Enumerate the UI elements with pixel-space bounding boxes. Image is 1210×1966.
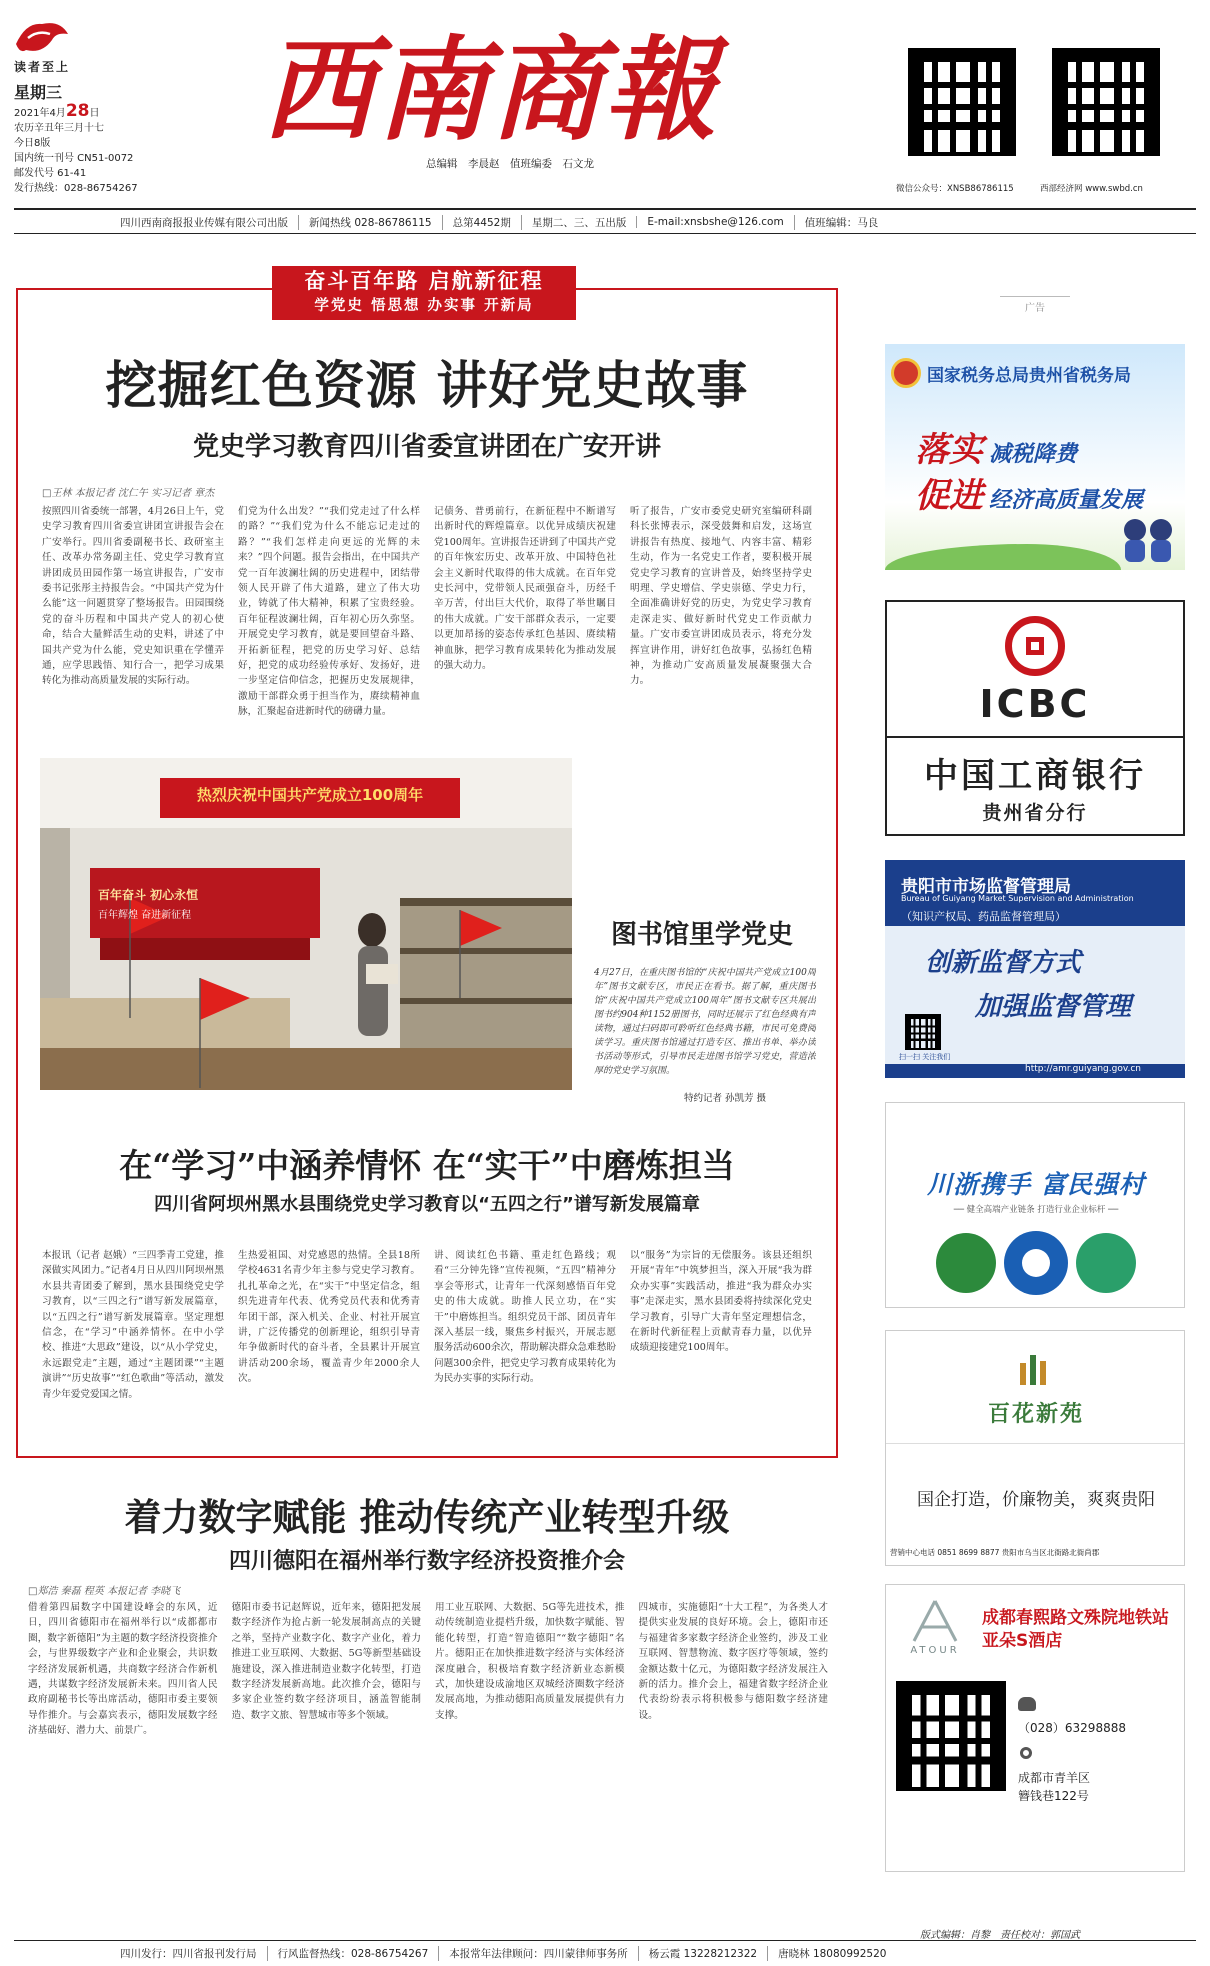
wechat-caption: 微信公众号：XNSB86786115 xyxy=(896,184,1014,194)
footer-item-2: 本报常年法律顾问：四川蒙律师事务所 xyxy=(438,1946,638,1961)
zj-title: 川浙携手 富民强村 xyxy=(927,1170,1145,1199)
article3-subtitle: 四川德阳在福州举行数字经济投资推介会 xyxy=(228,1548,625,1574)
amr-qr-label: 扫一扫 关注我们 xyxy=(899,1053,951,1061)
footer-item-4: 唐晓林 18080992520 xyxy=(767,1946,896,1961)
article-column: 四城市，实施德阳“十大工程”，为各类人才提供实业发展的良好环境。会上，德阳市还与福建省多家数字经济企业签约，涉及工业互联网、智慧物流、数字医疗等领域，签约金额达数十亿元，为德阳数字经济发展注入新的活力。推介会上，福建省数字经济企业代表纷纷表示将积极参与德阳数字经济建设。 xyxy=(638,1602,828,1721)
footer-item-0: 四川发行：四川省报刊发行局 xyxy=(120,1947,257,1960)
footer-rule xyxy=(14,1940,1196,1941)
amr-cn: 贵阳市市场监督管理局 xyxy=(901,877,1071,897)
icbc-ad xyxy=(885,600,1185,836)
phone-icon xyxy=(1018,1697,1036,1711)
photo-board2: 百年辉煌 奋进新征程 xyxy=(98,910,192,921)
tax-grass xyxy=(885,544,1121,570)
newspaper-logo: 西南商報 xyxy=(262,25,718,156)
article2-title: 在“学习”中涵养情怀 在“实干”中磨炼担当 xyxy=(119,1146,735,1185)
zj-diagram-icon xyxy=(926,1219,1146,1307)
library-photo xyxy=(40,758,572,1090)
info-item-1: 新闻热线 028-86786115 xyxy=(298,215,442,230)
article-column: 按照四川省委统一部署，4月26日上午，党史学习教育四川省委宣讲团宣讲报告会在广安举行。四川省委副秘书长、政研室主任、改革办常务副主任、党史学习教育宣讲团成员田园作第一场宣讲报告，广安市委书记张彤主持报告会。“中国共产党为什么能”这一问题贯穿了整场报告。田园围绕党的奋斗历程和中国共产党人的初心使命，结合大量鲜活生动的史料，讲述了中国共产党为什么能，党史知识重在学懂弄通，应学思践悟、知行合一，把学习成果转化为推动高质量发展的实际行动。 xyxy=(42,506,224,687)
article2-body xyxy=(42,1248,812,1444)
editors-line: 总编辑 李晨赵 值班编委 石文龙 xyxy=(426,158,594,170)
info-strip-bottom-rule xyxy=(14,233,1196,234)
location-icon xyxy=(1020,1747,1032,1759)
amr-qr xyxy=(905,1014,941,1050)
photo-banner-text: 热烈庆祝中国共产党成立100周年 xyxy=(196,786,424,804)
article2-subtitle: 四川省阿坝州黑水县围绕党史学习教育以“五四之行”谱写新发展篇章 xyxy=(154,1194,700,1215)
footer-item-3: 杨云霞 13228212322 xyxy=(638,1946,767,1961)
tax-line2: 促进 经济高质量发展 xyxy=(915,476,1144,516)
article3-byline: □郑浩 秦磊 程英 本报记者 李晓飞 xyxy=(28,1586,181,1597)
layout-editors: 版式编辑：肖黎 责任校对：郭国武 xyxy=(920,1930,1080,1941)
cn-number: 国内统一刊号 CN51-0072 xyxy=(14,153,134,164)
info-item-2: 总第4452期 xyxy=(442,215,521,230)
hotline: 发行热线：028-86754267 xyxy=(14,183,138,194)
info-item-4: E-mail:xnsbshe@126.com xyxy=(636,216,793,228)
atour-brand: ATOUR xyxy=(910,1645,960,1656)
info-item-5: 值班编辑：马良 xyxy=(794,215,889,230)
article-column: 讲、阅读红色书籍、重走红色路线；观看“三分钟先锋”宣传视频，“五四”精神分享会等形式，让青年一代深刻感悟百年党史的伟大成就。助推人民立功，在“实干”中磨炼担当。组织党员干部、团员青年深入基层一线，聚焦乡村振兴，开展志愿服务活动600余次，帮助解决群众急难愁盼问题300余件，把党史学习教育成果转化为为民办实事的实际行动。 xyxy=(434,1250,616,1385)
feature-banner xyxy=(272,266,576,320)
atour-ad xyxy=(885,1584,1185,1872)
ad-label: 广告 xyxy=(1000,296,1070,314)
date-block xyxy=(14,82,194,196)
page-count: 今日8版 xyxy=(14,138,51,149)
baihua-phone: 营销中心电话 0851 8699 8877 贵阳市乌当区北衙路北衙尚郡 xyxy=(890,1548,1100,1557)
tax-org: 国家税务总局贵州省税务局 xyxy=(891,358,1131,388)
photo-credit: 特约记者 孙凯芳 摄 xyxy=(684,1093,767,1104)
article1-body xyxy=(42,504,812,736)
post-code: 邮发代号 61-41 xyxy=(14,168,87,179)
amr-ad xyxy=(885,860,1185,1078)
amr-slogan2: 加强监督管理 xyxy=(975,992,1132,1022)
article-column: 听了报告，广安市委党史研究室编研科副科长张博表示，深受鼓舞和启发，这场宣讲报告有热度、接地气、内容丰富、精彩生动，作为一名党史工作者，要积极开展党史学习教育的宣讲普及，始终坚持学史明理、学史增信、学史崇德、学史力行，全面准确讲好党的历史，为党史学习教育走深走实、做好新时代党史工作贡献力量。广安市委宣讲团成员表示，将充分发挥宣讲作用，讲好红色故事，弘扬红色精神，为推动广安高质量发展凝聚强大合力。 xyxy=(630,506,812,687)
atour-phone: （028）63298888 xyxy=(1018,1721,1126,1735)
baihua-ad xyxy=(885,1330,1185,1566)
weekday: 星期三 xyxy=(14,83,63,102)
slogan-logo xyxy=(12,14,74,64)
atour-name: 成都春熙路文殊院地铁站亚朵S酒店 xyxy=(982,1608,1169,1651)
article1-title: 挖掘红色资源 讲好党史故事 xyxy=(105,357,749,416)
icbc-logo-icon xyxy=(1005,616,1065,676)
article1-byline: □王林 本报记者 沈仁午 实习记者 章杰 xyxy=(42,488,215,499)
info-strip xyxy=(120,213,1200,231)
tax-emblem-icon xyxy=(891,358,921,388)
atour-addr: 成都市青羊区 簪钱巷122号 xyxy=(1018,1771,1091,1803)
baihua-logo-icon xyxy=(1014,1349,1054,1389)
atour-qr xyxy=(896,1681,1006,1791)
wechat-qr xyxy=(908,48,1016,156)
footer-strip xyxy=(120,1944,1200,1962)
article3-body xyxy=(28,1600,828,1918)
article-column: 德阳市委书记赵辉说，近年来，德阳把发展数字经济作为抢占新一轮发展制高点的关键之举，坚持产业数字化、数字产业化，着力推进工业互联网、大数据、5G等新型基础设施建设，深入推进制造业数字化转型，打造数字经济发展新高地。此次推介会，德阳与多家企业签约数字经济项目，涵盖智能制造、数字文旅、智慧城市等多个领域。 xyxy=(231,1602,421,1721)
icbc-en: ICBC xyxy=(979,682,1091,726)
icbc-cn: 中国工商银行 xyxy=(924,756,1146,796)
info-strip-top-rule xyxy=(14,208,1196,210)
zj-sub: ── 健全高端产业链条 打造行业企业标杆 ── xyxy=(953,1205,1119,1215)
zhejiang-ad xyxy=(885,1102,1185,1308)
footer-item-1: 行风监督热线：028-86754267 xyxy=(267,1946,439,1961)
photo-caption: 4月27日，在重庆图书馆的“庆祝中国共产党成立100周年”图书文献专区，市民正在看书。据了解，重庆图书馆“庆祝中国共产党成立100周年”图书文献专区共展出图书约904种1152册图书，同时还展示了红色经典有声读物，通过扫码即可聆听红色经典书籍，市民可免费阅读学习。重庆图书馆通过打造专区、推出书单、举办读书活动等形式，引导市民走进图书馆学习党史，营造浓厚的党史学习氛围。 xyxy=(594,968,816,1074)
info-item-3: 星期二、三、五出版 xyxy=(521,215,637,230)
web-caption: 西部经济网 www.swbd.cn xyxy=(1040,184,1143,194)
photo-board1: 百年奋斗 初心永恒 xyxy=(98,888,199,902)
tax-line1: 落实 减税降费 xyxy=(915,430,1078,470)
article-column: 用工业互联网、大数据、5G等先进技术，推动传统制造业提档升级，加快数字赋能、智能化转型，打造“智造德阳”“数字德阳”名片。德阳正在加快推进数字经济与实体经济深度融合，积极培育数字经济新业态新模式，加快建设成渝地区双城经济圈数字经济发展高地，为推动德阳高质量发展提供有力支撑。 xyxy=(435,1602,625,1721)
article-column: 记债务、普勇前行，在新征程中不断谱写出新时代的辉煌篇章。以优异成绩庆祝建党100周年。宣讲报告还讲到了中国共产党的百年恢宏历史、改革开放、中国特色社会主义新时代取得的伟大成就。在百年党史长河中，党带领人民顽强奋斗，历经千辛万苦，付出巨大代价，取得了举世瞩目的伟大成就。广安干部群众表示，一定要以更加昂扬的姿态传承红色基因、赓续精神血脉，把学习教育成果转化为推动发展的强大动力。 xyxy=(434,506,616,672)
amr-slogan1: 创新监督方式 xyxy=(925,948,1082,978)
article3-title: 着力数字赋能 推动传统产业转型升级 xyxy=(124,1495,730,1539)
article1-subtitle: 党史学习教育四川省委宣讲团在广安开讲 xyxy=(192,432,661,462)
article-column: 本报讯（记者 赵娥）“三四季青工党建，推深做实风团力。”记者4月日从四川阿坝州黑水县共青团委了解到，黑水县围绕党史学习教育，以“三四之行”谱写新发展篇章，以“五四之行”谱写新发展篇章。坚定理想信念，在“学习”中涵养情怀。在中小学校、推进“大思政”建设，以“从小学党史，永远跟党走”主题，通过“主题团课”“主题演讲”“历史故事”“红色歌曲”等活动，激发青少年爱党爱国之情。 xyxy=(42,1250,224,1400)
banner-sub: 学党史 悟思想 办实事 开新局 xyxy=(314,298,534,314)
baihua-divider xyxy=(886,1443,1185,1444)
icbc-divider xyxy=(887,736,1183,738)
amr-sub: （知识产权局、药品监督管理局） xyxy=(901,910,1066,923)
info-item-0: 四川西南商报报业传媒有限公司出版 xyxy=(120,216,288,229)
article-column: 借着第四届数字中国建设峰会的东风，近日，四川省德阳市在福州举行以“成都都市圈，数字新德阳”为主题的数字经济投资推介会，与世界级数字产业和企业聚会，共识数字经济发展新机遇，共商数字经济合作新机遇，共谋数字经济发展新未来。四川省人民政府副秘书长等出席活动，德阳市委主要领导作推介。与会嘉宾表示，德阳发展数字经济基础好、潜力大、前景广。 xyxy=(28,1602,218,1737)
article-column: 生热爱祖国、对党感恩的热情。全县18所学校4631名青少年主参与党史学习教育。扎扎革命之光，在“实干”中坚定信念，组织先进青年代表、优秀党员代表和优秀青年团干部，深入机关、企业、村社开展宣讲，广泛传播党的创新理论，组织引导青年争做新时代的奋斗者，全县累计开展宣讲活动200余场，覆盖青少年2000余人次。 xyxy=(238,1250,420,1385)
icbc-branch: 贵州省分行 xyxy=(982,802,1088,824)
lunar-date: 农历辛丑年三月十七 xyxy=(14,123,104,134)
baihua-name: 百花新苑 xyxy=(987,1401,1084,1427)
web-qr xyxy=(1052,48,1160,156)
article-column: 以“服务”为宗旨的无偿服务。该县还组织开展“青年”中筑梦担当，深入开展“我为群众办实事”实践活动，推进“我为群众办实事”走深走实，黑水县团委将持续深化党史学习教育，引导广大青年坚定理想信念，在新时代新征程上贡献青春力量，以优异成绩迎接建党100周年。 xyxy=(630,1250,812,1354)
photo-title: 图书馆里学党史 xyxy=(610,920,793,950)
banner-title: 奋斗百年路 启航新征程 xyxy=(304,269,544,293)
amr-url: http://amr.guiyang.gov.cn xyxy=(1025,1064,1141,1074)
article-column: 们党为什么出发？”“我们党走过了什么样的路？”“我们党为什么不能忘记走过的路？”“我们怎样走向更远的光辉的未来？”四个问题。报告会指出，在中国共产党一百年波澜壮阔的历史进程中，团结带领人民开辟了伟大道路，建立了伟大功业，铸就了伟大精神，积累了宝贵经验。百年征程波澜壮阔，百年初心历久弥坚。开展党史学习教育，就是要回望奋斗路、开拓新征程，把党的历史学习好、总结好，把党的成功经验传承好、发扬好，进一步坚定信仰信念，把握历史发展规律，激励干部群众勇于担当作为，赓续精神血脉，汇聚起奋进新时代的磅礴力量。 xyxy=(238,506,420,718)
amr-en: Bureau of Guiyang Market Supervision and Administration xyxy=(901,894,1134,903)
baihua-slogan: 国企打造，价廉物美，爽爽贵阳 xyxy=(917,1490,1155,1510)
tax-ad xyxy=(885,344,1185,570)
tax-mascot-icon xyxy=(1121,512,1175,564)
date: 2021年4月28日 xyxy=(14,101,100,121)
slogan: 读者至上 xyxy=(14,60,71,74)
